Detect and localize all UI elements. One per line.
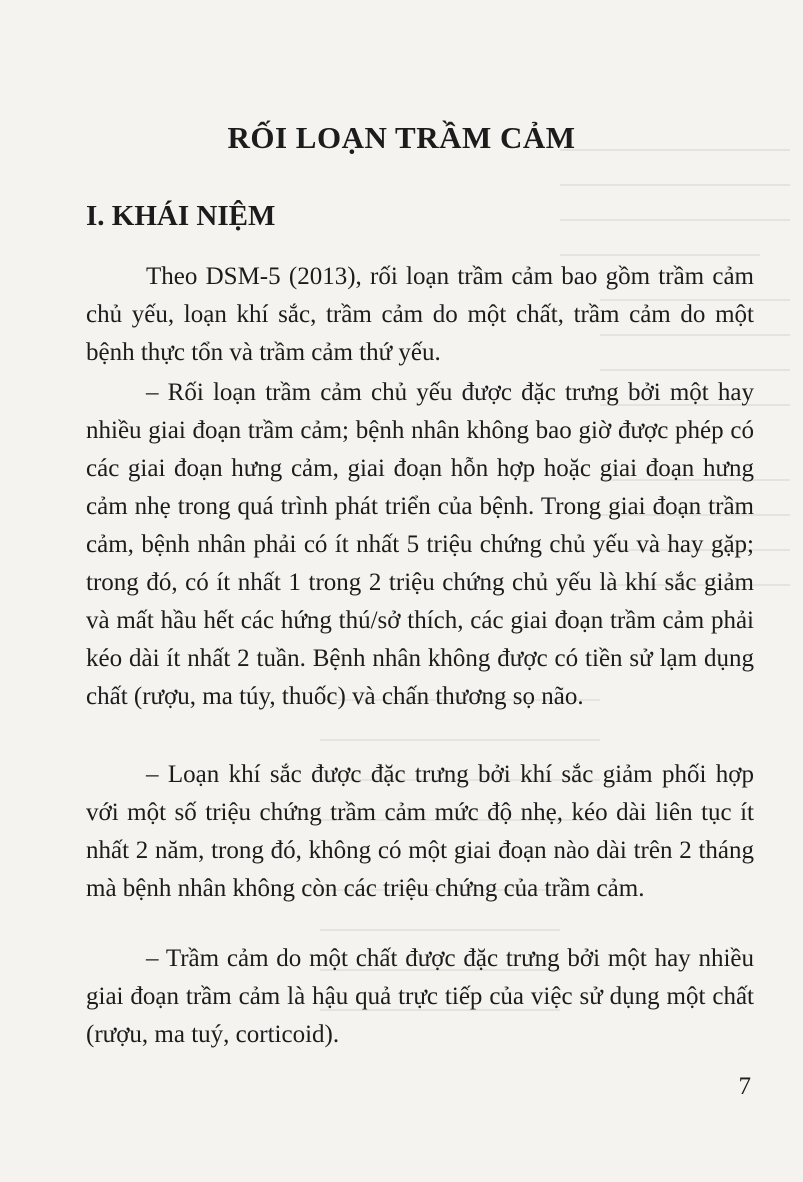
chapter-title: RỐI LOẠN TRẦM CẢM [227,120,576,155]
paragraph-dysthymia: – Loạn khí sắc được đặc trưng bởi khí sắc giảm phối hợp với một số triệu chứng trầm cảm mức độ nhẹ, kéo dài liên tục ít nhất 2 năm, trong đó, không có một giai đoạn nào dài trên 2 tháng mà bệnh nhân không còn các triệu chứng của trầm cảm. [86,761,754,902]
paragraph-substance-induced: – Trầm cảm do một chất được đặc trưng bởi một hay nhiều giai đoạn trầm cảm là hậu quả trực tiếp của việc sử dụng một chất (rượu, ma tuý, corticoid). [86,945,754,1048]
page-number: 7 [738,1073,751,1100]
paragraph-major-depression: – Rối loạn trầm cảm chủ yếu được đặc trưng bởi một hay nhiều giai đoạn trầm cảm; bệnh nhân không bao giờ được phép có các giai đoạn hưng cảm, giai đoạn hỗn hợp hoặc giai đoạn hưng cảm nhẹ trong quá trình phát triển của bệnh. Trong giai đoạn trầm cảm, bệnh nhân phải có ít nhất 5 triệu chứng chủ yếu và hay gặp; trong đó, có ít nhất 1 trong 2 triệu chứng chủ yếu là khí sắc giảm và mất hầu hết các hứng thú/sở thích, các giai đoạn trầm cảm phải kéo dài ít nhất 2 tuần. Bệnh nhân không được có tiền sử lạm dụng chất (rượu, ma túy, thuốc) và chấn thương sọ não. [86,379,754,710]
section-heading: I. KHÁI NIỆM [86,200,276,232]
paragraph-definition: Theo DSM-5 (2013), rối loạn trầm cảm bao gồm trầm cảm chủ yếu, loạn khí sắc, trầm cảm do một chất, trầm cảm do một bệnh thực tổn và trầm cảm thứ yếu. [86,263,754,366]
